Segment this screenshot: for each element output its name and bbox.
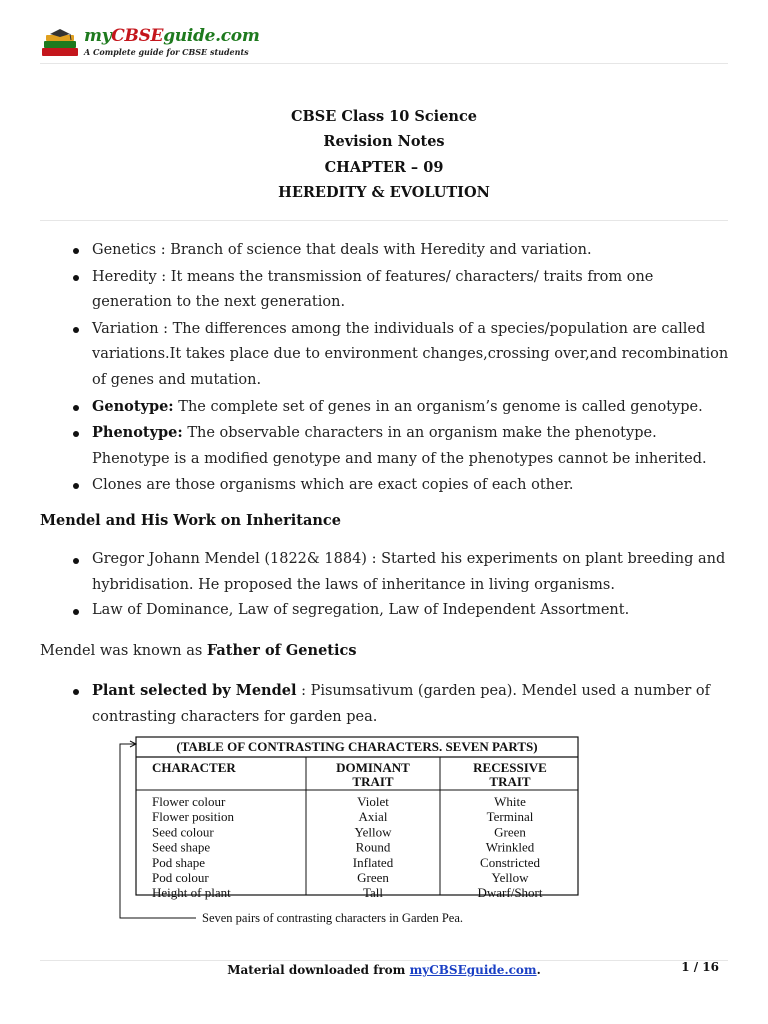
doc-title-line-3: CHAPTER – 09 [324,159,444,176]
contrasting-characters-figure [116,734,596,934]
page-number: 1 / 16 [681,960,719,974]
site-logo[interactable] [40,26,260,62]
figure-caption: Seven pairs of contrasting characters in Garden Pea. [202,911,464,925]
table-cell-dominant: Axial [358,809,388,825]
table-cell-dominant: Green [357,870,389,885]
doc-title-line-2: Revision Notes [323,133,445,150]
logo-tagline: A Complete guide for CBSE students [84,47,249,57]
footer-text: Material downloaded from myCBSEguide.com. [227,963,541,977]
logo-title: myCBSEguide.com [84,26,260,46]
table-cell-character: Flower colour [152,794,226,809]
definitions-list [40,237,730,499]
col-header-dominant-line1: DOMINANT [336,760,410,775]
table-cell-recessive: Terminal [486,809,534,825]
table-cell-recessive: Green [494,824,526,840]
col-header-character: CHARACTER [152,760,236,775]
col-header-dominant-line2: TRAIT [352,774,394,789]
doc-title-line-1: CBSE Class 10 Science [290,108,478,125]
table-cell-dominant: Tall [362,885,384,901]
table-cell-recessive: White [494,794,526,809]
list-item: Genotype: The complete set of genes in an organism’s genome is called genotype. [40,394,730,421]
section-heading: Mendel and His Work on Inheritance [40,512,341,529]
list-item: Variation : The differences among the individuals of a species/population are called variations.It takes place due to environment changes,crossing over,and recombination of genes and mutation. [40,316,730,394]
table-cell-recessive: Constricted [480,854,540,870]
table-cell-recessive: Wrinkled [485,839,535,855]
table-cell-dominant: Round [355,839,391,855]
doc-title-line-4: HEREDITY & EVOLUTION [278,184,490,201]
figure-title: (TABLE OF CONTRASTING CHARACTERS. SEVEN PARTS) [176,739,538,754]
table-cell-character: Flower position [152,809,234,825]
table-cell-dominant: Inflated [352,854,394,870]
table-cell-dominant: Violet [357,794,389,809]
table-cell-recessive: Yellow [491,870,529,885]
col-header-recessive-line1: RECESSIVE [473,760,547,775]
table-cell-dominant: Yellow [354,824,392,840]
table-cell-character: Pod colour [152,870,209,885]
figure-rows [152,794,543,900]
father-of-genetics-line: Mendel was known as Father of Genetics [40,642,357,659]
list-item: Law of Dominance, Law of segregation, Law of Independent Assortment. [40,598,730,624]
header-divider [40,63,728,64]
table-cell-character: Pod shape [152,854,206,870]
books-stack-icon [40,28,82,62]
list-item: Plant selected by Mendel : Pisumsativum (garden pea). Mendel used a number of contrasting characters for garden pea. [40,678,730,730]
table-cell-character: Height of plant [152,885,231,901]
table-cell-character: Seed colour [152,824,214,840]
list-item: Clones are those organisms which are exact copies of each other. [40,472,730,499]
table-cell-character: Seed shape [152,839,211,855]
footer-divider [40,960,728,961]
list-item: Heredity : It means the transmission of features/ characters/ traits from one generation to the next generation. [40,264,730,316]
list-item: Genetics : Branch of science that deals with Heredity and variation. [40,237,730,264]
col-header-recessive-line2: TRAIT [489,774,531,789]
mendel-list [40,547,730,624]
table-cell-recessive: Dwarf/Short [477,885,543,901]
title-divider [40,220,728,221]
list-item: Phenotype: The observable characters in an organism make the phenotype. Phenotype is a modified genotype and many of the phenotypes cannot be inherited. [40,420,730,472]
plant-list [40,678,730,730]
list-item: Gregor Johann Mendel (1822& 1884) : Started his experiments on plant breeding and hybridisation. He proposed the laws of inheritance in living organisms. [40,547,730,598]
footer-link[interactable]: myCBSEguide.com [409,963,537,977]
